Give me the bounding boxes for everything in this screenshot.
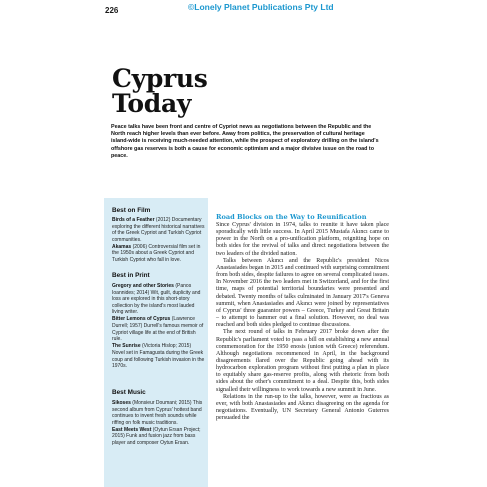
sidebar-entry [112, 400, 205, 426]
section-heading: Road Blocks on the Way to Reunification [216, 213, 367, 221]
body-paragraph: The next round of talks in February 2017 broke down after the Republic's parliament voted to pass a bill on establishing a new annual commemoration for the 1950 enosis (union with Greece) referendum. Although negotiations recommenced in April, in the background disagreements flared over the Republic going ahead with its hydrocarbon exploration program without first putting a plan in place to equitably share gas-reserve profits, along with rhetoric from both sides about the other's commitment to a deal. Despite this, both sides signalled their willingness to work towards a new summit in June. [216, 329, 389, 393]
sidebar-entry-text: (2006) Controversial film set in the 1950s about a Greek Cypriot and Turkish Cypriot who fall in love. [112, 243, 201, 264]
sidebar-entry-title: Bitter Lemons of Cyprus [112, 316, 171, 323]
sidebar-entry-text: (Victoria Hislop; 2015) Novel set in Famagusta during the Greek coup and following Turkish invasion in the 1970s. [112, 343, 205, 370]
sidebar-entry [112, 217, 205, 243]
sidebar-entry-title: Akamas [112, 243, 132, 250]
sidebar-list-film [112, 217, 205, 264]
sidebar-list-print [112, 283, 205, 370]
sidebar-entry [112, 343, 205, 369]
sidebar-entry-text: (2012) Documentary exploring the different historical narratives of the Greek Cypriot and Turkish Cypriot communities. [112, 217, 205, 243]
chapter-title [112, 66, 208, 116]
sidebar-entry-text: (Lawrence Durrell; 1957) Durrell's famous memoir of Cypriot village life at the end of British rule. [112, 316, 204, 343]
sidebar-entry-text: (Oytun Ersan Project; 2015) Funk and fusion jazz from bass player and composer Oytun Ersan. [112, 426, 201, 447]
sidebar-entry [112, 283, 205, 316]
page-number: 226 [105, 6, 119, 15]
main-article [216, 222, 389, 422]
intro-paragraph: Peace talks have been front and centre of Cypriot news as negotiations between the Republic and the North reach higher levels than ever before. Away from politics, the preservation of cultural heritage island-wide is receiving much-needed attention, while the prospect of exploratory drilling on the island's offshore gas reserves is both a cause for economic optimism and a major divisive issue on the road to peace. [111, 124, 379, 159]
sidebar-entry-title: Birds of a Feather [112, 217, 155, 223]
sidebar-list-music [112, 400, 205, 447]
chapter-title-line-1: Cyprus [112, 64, 208, 93]
body-paragraph: Since Cyprus' division in 1974, talks to reunite it have taken place sporadically with little success. In April 2015 Mustafa Akıncı came to power in the North on a pro-unification platform, reigniting hope on both sides for the revival of talks and direct negotiations between the two leaders of the divided nation. [216, 222, 389, 257]
sidebar-entry-text: (Monsieur Doumani; 2015) This second album from Cyprus' hottest band continues to invent fresh sounds while riffing on folk music traditions. [112, 400, 203, 426]
sidebar-entry [112, 427, 205, 447]
sidebar-entry-title: East Meets West [112, 426, 152, 433]
sidebar-entry-title: Sikoses [112, 400, 131, 406]
sidebar-heading-print: Best in Print [112, 272, 150, 279]
sidebar-entry-title: Gregory and other Stories [112, 283, 174, 289]
sidebar-entry [112, 244, 205, 264]
sidebar-heading-film: Best on Film [112, 207, 151, 214]
body-paragraph: Talks between Akıncı and the Republic's president Nicos Anastasiades began in 2015 and continued with surprising commitment from both sides, despite failures to agree on several complicated issues. In November 2016 the two leaders met in Switzerland, and for the first time, maps of potential territorial boundaries were presented and debated. Twenty months of talks culminated in January 2017's Geneva summit, when Anastasiades and Akıncı were joined by representatives of Cyprus' three guarantor powers – Greece, Turkey and Great Britain – to attempt to hammer out a final solution. However, no deal was reached and both sides pledged to continue discussions. [216, 257, 389, 329]
publisher-credit: ©Lonely Planet Publications Pty Ltd [188, 2, 334, 12]
sidebar-heading-music: Best Music [112, 389, 146, 396]
sidebar-box [104, 198, 208, 487]
chapter-title-line-2: Today [112, 89, 192, 118]
sidebar-entry [112, 316, 205, 342]
sidebar-entry-text: (Panos Ioannides; 2014) Wit, guilt, duplicity and loss are explored in this short-story collection by the island's most lauded living writer. [112, 283, 201, 316]
body-paragraph: Relations in the run-up to the talks, however, were as fractious as ever, with both Anastasiades and Akıncı disagreeing on the agenda for negotiations. Eventually, UN Secretary General Antonio Guterres persuaded the [216, 393, 389, 422]
sidebar-entry-title: The Sunrise [112, 343, 141, 350]
